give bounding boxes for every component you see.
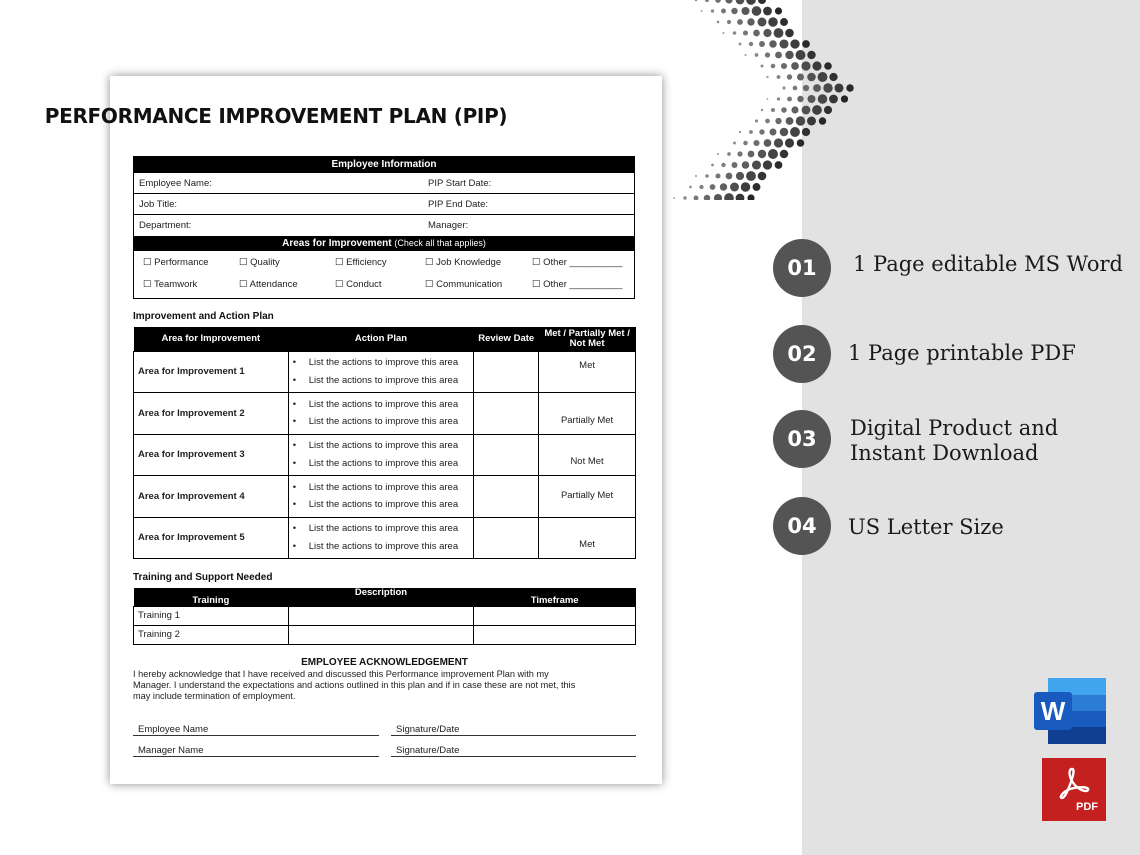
halftone-dot [797, 74, 804, 81]
halftone-arrow-decoration [630, 0, 870, 200]
halftone-dot [758, 172, 767, 181]
action-plan-header-row [134, 327, 636, 351]
halftone-dot [769, 40, 777, 48]
column-header: Action Plan [288, 327, 474, 351]
checkbox-efficiency[interactable]: ☐ Efficiency [335, 257, 387, 268]
halftone-dot [724, 193, 734, 200]
halftone-dot [752, 160, 761, 169]
halftone-dot [823, 83, 832, 92]
employee-info-row [134, 215, 634, 236]
area-cell: Area for Improvement 1 [134, 351, 289, 393]
halftone-dot [766, 76, 768, 78]
halftone-dot [683, 196, 686, 199]
feature-text-line: Instant Download [850, 441, 1039, 465]
table-row [134, 625, 636, 644]
employee-info-row [134, 173, 634, 194]
halftone-dot [705, 0, 709, 2]
feature-text: 1 Page printable PDF [848, 341, 1076, 365]
halftone-dot [763, 29, 771, 37]
halftone-dot [699, 185, 703, 189]
description-cell[interactable] [288, 625, 474, 644]
table-row [134, 393, 636, 435]
feature-number-badge: 03 [773, 410, 831, 468]
halftone-dot [746, 171, 756, 181]
halftone-dot [779, 39, 788, 48]
action-item: • List the actions to improve this area [289, 372, 474, 390]
employee-name-label: Employee Name: [139, 178, 212, 189]
halftone-dot [695, 0, 698, 1]
review-date-cell[interactable] [474, 434, 539, 476]
halftone-dot [813, 84, 821, 92]
feature-text-line: Digital Product and [850, 416, 1059, 440]
halftone-dot [796, 50, 806, 60]
halftone-dot [721, 163, 725, 167]
actions-cell [288, 476, 474, 518]
area-cell: Area for Improvement 2 [134, 393, 289, 435]
halftone-dot [753, 30, 760, 37]
halftone-dot [801, 61, 810, 70]
halftone-dot [764, 139, 772, 147]
halftone-dot [725, 0, 732, 4]
areas-checkbox-row [134, 251, 634, 274]
pdf-label: PDF [1076, 801, 1098, 813]
review-date-cell[interactable] [474, 393, 539, 435]
feature-text [850, 416, 1058, 466]
column-header: Timeframe [474, 588, 636, 606]
halftone-dot [790, 39, 799, 48]
halftone-dot [812, 61, 821, 70]
status-cell: Partially Met [539, 393, 636, 435]
halftone-dot [780, 150, 788, 158]
halftone-dot [790, 127, 800, 137]
action-item: • List the actions to improve this area [289, 538, 474, 556]
halftone-dot [744, 54, 746, 56]
halftone-dot [824, 62, 832, 70]
halftone-dot [736, 172, 744, 180]
halftone-dot [727, 20, 731, 24]
halftone-dot [741, 182, 750, 191]
halftone-dot [710, 184, 716, 190]
halftone-dot [737, 151, 742, 156]
column-header: Review Date [474, 327, 539, 351]
halftone-dot [737, 19, 743, 25]
halftone-dot [763, 160, 772, 169]
checkbox-job-knowledge[interactable]: ☐ Job Knowledge [425, 257, 502, 268]
halftone-dot [761, 109, 763, 111]
timeframe-cell[interactable] [474, 606, 636, 625]
job-title-label: Job Title: [139, 199, 178, 210]
areas-header [134, 236, 634, 251]
halftone-dot [802, 128, 810, 136]
halftone-dot [741, 7, 749, 15]
employee-info-header: Employee Information [134, 157, 634, 173]
halftone-dot [748, 151, 755, 158]
halftone-dot [768, 17, 777, 26]
actions-cell [288, 434, 474, 476]
halftone-dot [752, 6, 762, 16]
halftone-dot [746, 0, 756, 5]
action-item: • List the actions to improve this area [289, 479, 474, 497]
halftone-dot [743, 141, 748, 146]
feature-number-badge: 04 [773, 497, 831, 555]
halftone-dot [775, 7, 782, 14]
halftone-dot [785, 138, 794, 147]
table-row [134, 517, 636, 559]
halftone-dot [747, 18, 754, 25]
halftone-dot [689, 186, 692, 189]
manager-name-signature-line[interactable]: Manager Name [133, 745, 379, 757]
halftone-dot [765, 52, 770, 57]
halftone-dot [782, 86, 785, 89]
halftone-dot [775, 161, 783, 169]
halftone-dot [749, 130, 753, 134]
checkbox-other[interactable]: ☐ Other __________ [532, 257, 623, 268]
halftone-dot [846, 84, 853, 91]
halftone-dot [731, 8, 738, 15]
status-cell: Met [539, 351, 636, 393]
halftone-dot [829, 95, 838, 104]
halftone-dot [704, 195, 711, 200]
halftone-dot [780, 18, 788, 26]
halftone-dot [726, 173, 733, 180]
areas-checkbox-row [134, 274, 634, 297]
employee-info-row [134, 194, 634, 215]
halftone-dot [755, 53, 759, 57]
halftone-dot [775, 52, 782, 59]
pip-end-date-label: PIP End Date: [428, 199, 489, 210]
status-cell: Met [539, 517, 636, 559]
action-item: • List the actions to improve this area [289, 396, 474, 414]
halftone-dot [771, 108, 775, 112]
checkbox-teamwork[interactable]: ☐ Teamwork [143, 279, 198, 290]
halftone-dot [759, 129, 764, 134]
timeframe-cell[interactable] [474, 625, 636, 644]
halftone-dot [749, 42, 753, 46]
halftone-dot [768, 149, 778, 159]
halftone-dot [753, 140, 759, 146]
halftone-dot [673, 197, 675, 199]
halftone-dot [780, 128, 789, 137]
halftone-dot [711, 9, 714, 12]
halftone-dot [793, 86, 798, 91]
areas-header-title: Areas for Improvement [282, 238, 392, 249]
action-item: • List the actions to improve this area [289, 354, 474, 372]
halftone-dot [802, 40, 810, 48]
employee-name-signature-line[interactable]: Employee Name [133, 724, 379, 736]
pip-start-date-label: PIP Start Date: [428, 178, 492, 189]
area-cell: Area for Improvement 5 [134, 517, 289, 559]
checkbox-conduct[interactable]: ☐ Conduct [335, 279, 382, 290]
manager-signature-date-line[interactable]: Signature/Date [391, 745, 636, 757]
action-item: • List the actions to improve this area [289, 455, 474, 473]
halftone-dot [802, 106, 811, 115]
halftone-dot [775, 118, 781, 124]
halftone-dot [755, 119, 758, 122]
halftone-dot [797, 96, 803, 102]
halftone-dot [701, 10, 703, 12]
halftone-dot [758, 0, 766, 4]
review-date-cell[interactable] [474, 517, 539, 559]
feature-number-badge: 01 [773, 239, 831, 297]
halftone-dot [807, 73, 816, 82]
halftone-dot [808, 95, 816, 103]
action-plan-heading: Improvement and Action Plan [133, 311, 274, 322]
halftone-dot [797, 139, 805, 147]
halftone-dot [767, 98, 769, 100]
feature-text: 1 Page editable MS Word [853, 252, 1123, 276]
halftone-dot [818, 72, 828, 82]
halftone-dot [765, 119, 770, 124]
halftone-dot [771, 64, 776, 69]
column-header: Training [134, 588, 289, 606]
halftone-dot [715, 0, 721, 3]
halftone-dot [807, 51, 815, 59]
training-cell: Training 1 [134, 606, 289, 625]
halftone-dot [720, 183, 727, 190]
halftone-dot [730, 183, 739, 192]
halftone-dot [818, 94, 828, 104]
halftone-dot [841, 95, 848, 102]
halftone-dot [705, 174, 709, 178]
word-letter: W [1040, 696, 1066, 726]
description-cell[interactable] [288, 606, 474, 625]
halftone-dot [774, 138, 783, 147]
manager-label: Manager: [428, 220, 469, 231]
checkbox-attendance[interactable]: ☐ Attendance [239, 279, 298, 290]
acknowledgement-heading: EMPLOYEE ACKNOWLEDGEMENT [301, 657, 468, 668]
halftone-dot [829, 73, 837, 81]
acknowledgement-line: may include termination of employment. [133, 691, 296, 701]
training-table [133, 588, 636, 645]
review-date-cell[interactable] [474, 476, 539, 518]
training-cell: Training 2 [134, 625, 289, 644]
pdf-icon [1042, 758, 1106, 821]
halftone-dot [753, 183, 761, 191]
halftone-dot [759, 41, 765, 47]
halftone-dot [819, 117, 826, 124]
halftone-dot [714, 194, 722, 200]
halftone-dot [781, 107, 787, 113]
table-row [134, 434, 636, 476]
halftone-dot [763, 7, 772, 16]
halftone-dot [717, 153, 719, 155]
document-title: PERFORMANCE IMPROVEMENT PLAN (PIP) [44, 104, 508, 128]
halftone-dot [739, 131, 741, 133]
halftone-dot [787, 97, 792, 102]
checkbox-performance[interactable]: ☐ Performance [143, 257, 209, 268]
action-item: • List the actions to improve this area [289, 437, 474, 455]
halftone-dot [695, 175, 697, 177]
halftone-dot [758, 150, 766, 158]
halftone-dot [747, 194, 754, 200]
halftone-dot [694, 196, 699, 200]
acknowledgement-line: I hereby acknowledge that I have received and discussed this Performance improvement Plan with my [133, 669, 549, 679]
areas-header-note: (Check all that applies) [394, 238, 486, 248]
halftone-dot [781, 63, 787, 69]
halftone-dot [723, 32, 725, 34]
halftone-dot [761, 65, 764, 68]
action-item: • List the actions to improve this area [289, 413, 474, 431]
halftone-dot [736, 194, 745, 200]
halftone-dot [812, 105, 822, 115]
column-header: Area for Improvement [134, 327, 289, 351]
actions-cell [288, 393, 474, 435]
employee-signature-date-line[interactable]: Signature/Date [391, 724, 636, 736]
halftone-dot [786, 117, 794, 125]
halftone-dot [733, 31, 737, 35]
halftone-dot [770, 129, 777, 136]
halftone-dot [777, 97, 780, 100]
feature-text: US Letter Size [848, 515, 1004, 539]
checkbox-quality[interactable]: ☐ Quality [239, 257, 280, 268]
table-row [134, 476, 636, 518]
action-item: • List the actions to improve this area [289, 520, 474, 538]
halftone-dot [721, 9, 726, 14]
halftone-dot [785, 51, 793, 59]
halftone-dot [774, 28, 784, 38]
halftone-dot [732, 162, 738, 168]
halftone-dot [796, 116, 805, 125]
actions-cell [288, 351, 474, 393]
ms-word-icon [1034, 678, 1106, 744]
halftone-dot [727, 152, 731, 156]
action-item: • List the actions to improve this area [289, 496, 474, 514]
halftone-dot [739, 43, 742, 46]
feature-number-badge: 02 [773, 325, 831, 383]
halftone-dot [787, 74, 792, 79]
halftone-dot [743, 30, 748, 35]
halftone-dot [736, 0, 745, 4]
column-header: Met / Partially Met / Not Met [539, 327, 636, 351]
acknowledgement-line: Manager. I understand the expectations and actions outlined in this plan and if in case these are not met, this [133, 680, 576, 690]
area-cell: Area for Improvement 3 [134, 434, 289, 476]
halftone-dot [717, 21, 720, 24]
employee-info-section [133, 156, 635, 299]
halftone-dot [807, 117, 816, 126]
area-cell: Area for Improvement 4 [134, 476, 289, 518]
acknowledgement-text [133, 669, 636, 702]
halftone-dot [742, 161, 750, 169]
training-header-row [134, 588, 636, 606]
acrobat-symbol-icon [1056, 766, 1092, 800]
halftone-dot [803, 85, 809, 91]
checkbox-communication[interactable]: ☐ Communication [425, 279, 503, 290]
status-cell: Not Met [539, 434, 636, 476]
halftone-dot [785, 29, 794, 38]
halftone-dot [791, 106, 798, 113]
department-label: Department: [139, 220, 192, 231]
halftone-dot [733, 142, 736, 145]
halftone-dot [715, 173, 720, 178]
review-date-cell[interactable] [474, 351, 539, 393]
table-row [134, 606, 636, 625]
checkbox-other[interactable]: ☐ Other __________ [532, 279, 623, 290]
halftone-dot [758, 18, 767, 27]
halftone-dot [711, 164, 714, 167]
training-heading: Training and Support Needed [133, 572, 273, 583]
column-header: Description [288, 588, 474, 606]
halftone-dot [791, 62, 799, 70]
halftone-dot [834, 83, 843, 92]
actions-cell [288, 517, 474, 559]
halftone-dot [824, 106, 832, 114]
status-cell: Partially Met [539, 476, 636, 518]
action-plan-table [133, 327, 636, 559]
halftone-dot [777, 75, 781, 79]
table-row [134, 351, 636, 393]
